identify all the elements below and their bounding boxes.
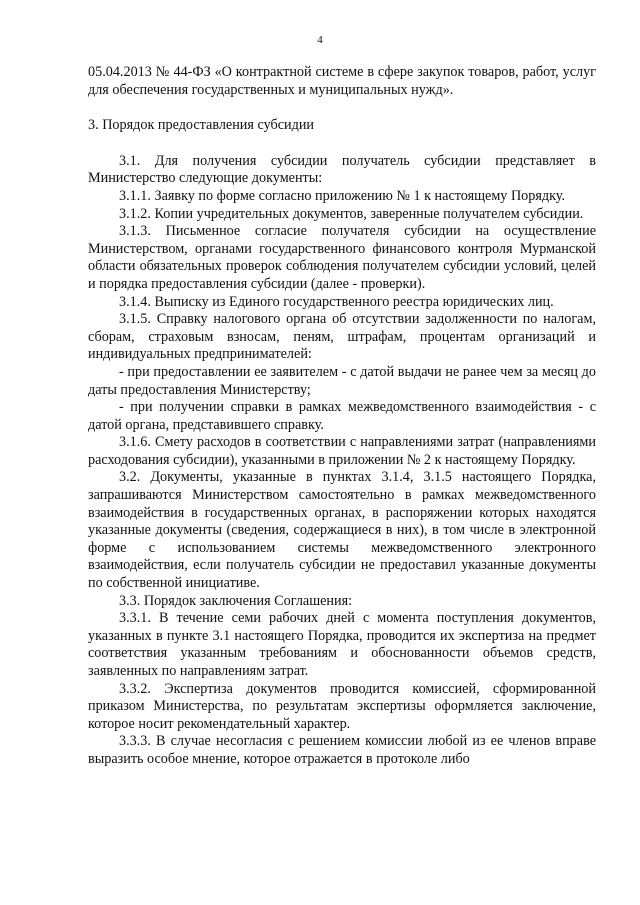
section-heading: 3. Порядок предоставления субсидии bbox=[88, 117, 315, 134]
paragraph-3-1-2: 3.1.2. Копии учредительных документов, заверенные получателем субсидии. bbox=[119, 205, 584, 222]
paragraph-3-1-3: 3.1.3. Письменное согласие получателя субсидии на осуществление Министерством, органами государственного финансового контроля Мурманской области обязательных проверок соблюдения получателем субсидии условий, целей и порядка предоставления субсидии (далее - проверки). bbox=[88, 223, 596, 292]
paragraph-3-3-2: 3.3.2. Экспертиза документов проводится комиссией, сформированной приказом Министерства, по результатам экспертизы оформляется заключение, которое носит рекомендательный характер. bbox=[88, 680, 596, 732]
paragraph-3-2: 3.2. Документы, указанные в пунктах 3.1.4, 3.1.5 настоящего Порядка, запрашиваются Министерством самостоятельно в рамках межведомственного взаимодействия в государственных органах, в распоряжении которых находятся указанные документы (сведения, содержащиеся в них), в том числе в электронной форме с использованием системы межведомственного электронного взаимодействия, если получатель субсидии не предоставил указанные документы по собственной инициативе. bbox=[88, 469, 596, 592]
paragraph-3-3: 3.3. Порядок заключения Соглашения: bbox=[119, 592, 353, 609]
paragraph-3-1-6: 3.1.6. Смету расходов в соответствии с направлениями затрат (направлениями расходования субсидии), указанными в приложении № 2 к настоящему Порядку. bbox=[88, 434, 596, 468]
paragraph-3-1-5-bullet-2: - при получении справки в рамках межведомственного взаимодействия - с датой органа, представившего справку. bbox=[88, 399, 596, 433]
intro-paragraph: 05.04.2013 № 44-ФЗ «О контрактной системе в сфере закупок товаров, работ, услуг для обеспечения государственных и муниципальных нужд». bbox=[88, 64, 596, 98]
paragraph-3-3-3: 3.3.3. В случае несогласия с решением комиссии любой из ее членов вправе выразить особое мнение, которое отражается в протоколе либо bbox=[88, 733, 596, 767]
paragraph-3-1-5: 3.1.5. Справку налогового органа об отсутствии задолженности по налогам, сборам, страховым взносам, пеням, штрафам, процентам организаций и индивидуальных предпринимателей: bbox=[88, 311, 596, 363]
paragraph-3-1-4: 3.1.4. Выписку из Единого государственного реестра юридических лиц. bbox=[119, 293, 554, 310]
paragraph-3-1: 3.1. Для получения субсидии получатель субсидии представляет в Министерство следующие документы: bbox=[88, 152, 596, 187]
paragraph-3-1-1: 3.1.1. Заявку по форме согласно приложению № 1 к настоящему Порядку. bbox=[119, 187, 566, 204]
paragraph-3-1-5-bullet-1: - при предоставлении ее заявителем - с датой выдачи не ранее чем за месяц до даты предоставления Министерству; bbox=[88, 363, 596, 398]
paragraph-3-3-1: 3.3.1. В течение семи рабочих дней с момента поступления документов, указанных в пункте 3.1 настоящего Порядка, проводится их экспертиза на предмет соответствия указанным требованиям и обоснованности объемов средств, заявленных по направлениям затрат. bbox=[88, 610, 596, 679]
document-body bbox=[88, 64, 596, 769]
page-number: 4 bbox=[317, 34, 323, 46]
